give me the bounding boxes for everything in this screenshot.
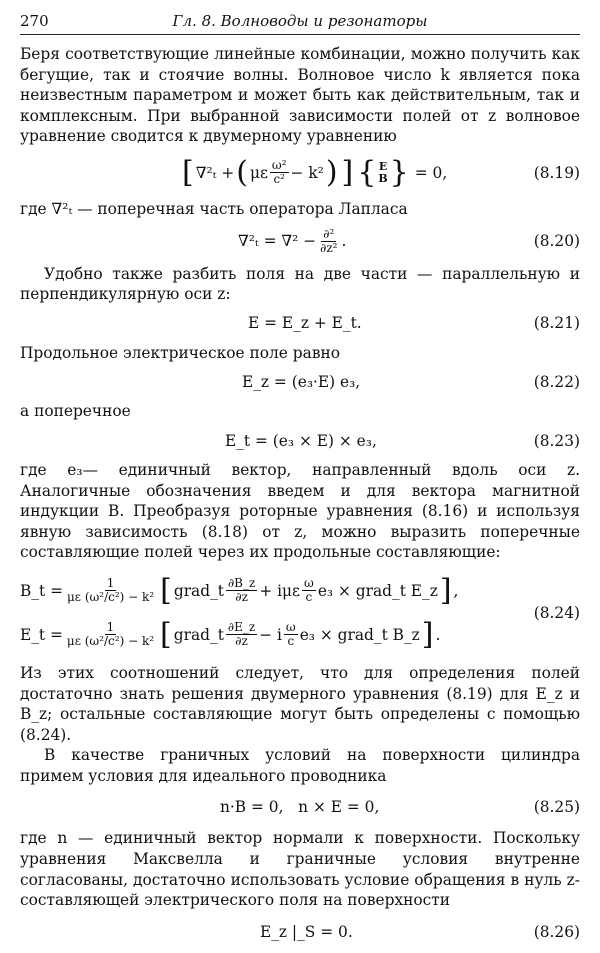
page-body: [20, 44, 580, 953]
paragraph-8: В качестве граничных условий на поверхности цилиндра примем условия для идеального проводника: [20, 746, 580, 785]
equation-8-26: E_z |_S = 0. (8.26): [20, 917, 580, 947]
page-header: [20, 10, 580, 35]
fraction: $\frac{\partial B\_z}{\partial z}$: [227, 576, 256, 605]
equation-8-21: E = E_z + E_t. (8.21): [20, 311, 580, 337]
equation-row-e: E_t = $\frac{1}{\text{με (ω²/c²) − k²}}$ [ grad_t $\frac{\partial E\_z}{\partial z}$ − i $\frac{\omega}{c}$ e₃ × grad_t B_z ] .: [20, 616, 441, 652]
fraction: $\frac{\omega}{c}$: [304, 576, 314, 605]
paragraph-7: Из этих соотношений следует, что для определения полей достаточно знать решения двумерного уравнения (8.19) для E_z и B_z; остальные составляющие могут быть определены с помощью (8.24).: [20, 663, 580, 744]
equation-number: (8.19): [533, 163, 580, 182]
equation-8-22: E_z = (e₃·E) e₃, (8.22): [20, 369, 580, 395]
equation-number: (8.23): [533, 431, 580, 450]
equation-8-20: ∇²ₜ = ∇² − $\frac{\text{∂²}}{\text{∂z²}}$ . (8.20): [20, 226, 580, 258]
fraction: $\frac{1}{\text{με (ω²/c²) − k²}}$: [66, 576, 155, 605]
equation-number: (8.25): [533, 798, 580, 817]
paragraph-5: а поперечное: [20, 402, 131, 421]
paragraph-9: где n — единичный вектор нормали к поверхности. Поскольку уравнения Максвелла и граничные условия внутренне согласованы, достаточно использовать условие обращения в нуль z-составляющей электрического поля на поверхности: [20, 829, 580, 910]
equation-8-19: [ ∇²ₜ + ( με $\frac{\text{ω²}}{\text{c²}}$ − k² ) ] { E B } = 0, (8.19): [20, 153, 580, 193]
paragraph-2: где ∇²ₜ — поперечная часть оператора Лапласа: [20, 199, 408, 218]
equation-number: (8.26): [533, 922, 580, 941]
fraction: $\frac{\partial E\_z}{\partial z}$: [227, 620, 256, 649]
running-title: Гл. 8. Волноводы и резонаторы: [172, 12, 428, 30]
equation-number: (8.21): [533, 314, 580, 333]
fraction: $\frac{1}{\text{με (ω²/c²) − k²}}$: [66, 620, 155, 649]
fraction: $\frac{\omega}{c}$: [285, 620, 296, 649]
paragraph-3: Удобно также разбить поля на две части — параллельную и перпендикулярную оси z:: [20, 264, 580, 304]
equation-8-24: [20, 569, 580, 657]
equation-number: (8.20): [533, 232, 580, 251]
paragraph-1: Беря соответствующие линейные комбинации, можно получить как бегущие, так и стоячие волны. Волновое число k является пока неизвестным параметром и может быть как действительным, так и комплексным. При выбранной зависимости полей от z волновое уравнение сводится к двумерному уравнению: [20, 45, 580, 146]
paragraph-6: где e₃— единичный вектор, направленный вдоль оси z. Аналогичные обозначения введем и для вектора магнитной индукции B. Преобразуя роторные уравнения (8.16) и используя явную зависимость (8.18) от z, можно выразить поперечные составляющие полей через их продольные составляющие:: [20, 460, 580, 562]
page-number: 270: [20, 12, 49, 30]
paragraph-4: Продольное электрическое поле равно: [20, 343, 341, 362]
equation-number: (8.22): [533, 373, 580, 392]
equation-row-b: B_t = $\frac{1}{\text{με (ω²/c²) − k²}}$ [ grad_t $\frac{\partial B\_z}{\partial z}$ + iμε $\frac{\omega}{c}$ e₃ × grad_t E_z ] ,: [20, 572, 459, 608]
fraction: $\frac{\text{∂²}}{\text{∂z²}}$: [320, 227, 338, 256]
equation-8-23: E_t = (e₃ × E) × e₃, (8.23): [20, 428, 580, 454]
equation-8-25: n·B = 0, n × E = 0, (8.25): [20, 792, 580, 822]
fraction: $\frac{\text{ω²}}{\text{c²}}$: [271, 158, 287, 187]
equation-number: (8.24): [533, 603, 580, 622]
field-vector: E B: [378, 159, 388, 185]
